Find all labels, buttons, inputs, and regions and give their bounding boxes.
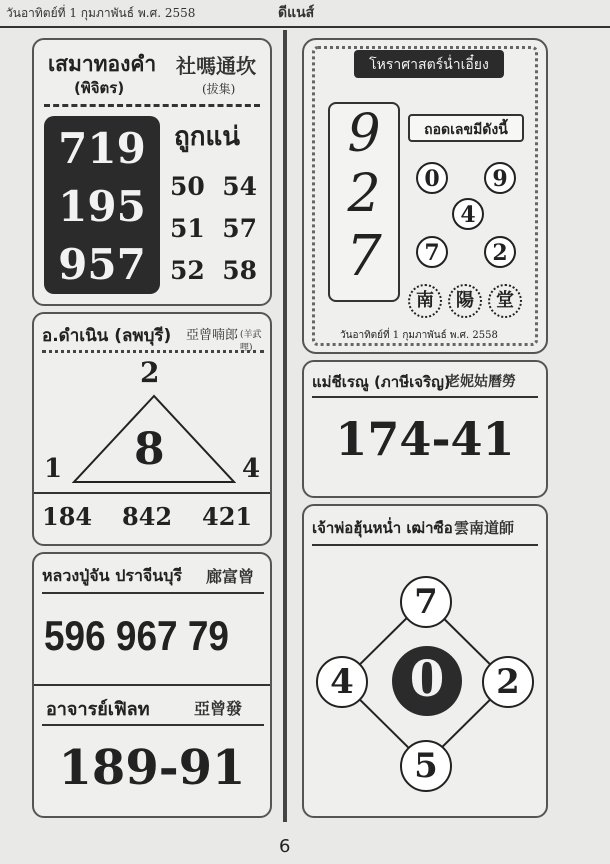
box1-chinese-sub: (拔集) [202, 82, 236, 96]
box1-number-panel [44, 116, 160, 294]
box4-chinese: 亞曾發 [194, 699, 243, 718]
box5-vertical-digit-2: 2 [347, 164, 381, 224]
box2-right-digit: 4 [242, 454, 261, 484]
box2-chinese: 亞曾喃郎 [186, 328, 239, 343]
box5-seal-1: 南 [408, 284, 442, 318]
page-number: 6 [279, 836, 291, 857]
box5-vertical-panel [328, 102, 400, 302]
header-rule [0, 26, 610, 28]
box2-rule [34, 492, 270, 494]
header-date: วันอาทิตย์ที่ 1 กุมภาพันธ์ พ.ศ. 2558 [6, 6, 196, 20]
box5-title-banner [354, 50, 504, 78]
box7-title: เจ้าพ่อฮุ้นหน่ำ เฒ่าซือ [312, 519, 453, 537]
box5-circle-2: 9 [484, 162, 516, 194]
box2-left-digit: 1 [44, 454, 63, 484]
box5-vertical-digit-1: 9 [347, 104, 381, 164]
box5-label: ถอดเลขมีดังนี้ [424, 122, 508, 138]
box3-chinese: 廊富曾 [206, 567, 255, 586]
box-sema-thongkham [32, 38, 272, 306]
box-jaopho-hunnam [302, 504, 548, 818]
box1-subtitle: (พิจิตร) [74, 79, 125, 97]
box-maechi-renu [302, 360, 548, 498]
box5-date: วันอาทิตย์ที่ 1 กุมภาพันธ์ พ.ศ. 2558 [340, 330, 498, 341]
box6-value: 174-41 [335, 412, 515, 466]
box6-title-rule [312, 396, 538, 398]
box3-title-rule [42, 592, 264, 594]
box2-number-3: 421 [202, 502, 253, 531]
box1-chinese: 社嗎通坎 [176, 54, 256, 78]
box1-title: เสมาทองคำ [48, 52, 157, 76]
box1-number-2: 195 [58, 182, 146, 231]
box5-circle-1: 0 [416, 162, 448, 194]
box2-chinese-sub: (羊武哩) [240, 330, 262, 353]
box-horasat-nam-eiang [302, 38, 548, 354]
box5-circle-5: 2 [484, 236, 516, 268]
box3-divider [34, 684, 270, 686]
box1-pair-2: 51 57 [170, 214, 257, 243]
box1-pair-1: 50 54 [170, 172, 257, 201]
box7-right-circle: 2 [482, 656, 534, 708]
box5-seal-2: 陽 [448, 284, 482, 318]
box5-label-box [408, 114, 524, 142]
box2-center-digit: 8 [134, 424, 165, 475]
box1-number-3: 957 [58, 240, 146, 289]
box5-vertical-digit-3: 7 [346, 224, 382, 289]
box7-chinese: 雲南道師 [454, 519, 515, 537]
box2-dotted-rule [42, 350, 264, 353]
box6-chinese: 老妮姑曆勞 [446, 374, 516, 390]
box1-label: ถูกแน่ [174, 122, 241, 152]
box2-top-digit: 2 [140, 356, 160, 389]
box7-bottom-circle: 5 [400, 740, 452, 792]
column-divider [283, 30, 287, 822]
box2-number-1: 184 [42, 502, 93, 531]
box7-left-circle: 4 [316, 656, 368, 708]
box2-title: อ.ดำเนิน (ลพบุรี) [42, 326, 172, 346]
box1-pair-3: 52 58 [170, 256, 257, 285]
box5-seal-3: 堂 [488, 284, 522, 318]
box-luangpu-jan [32, 552, 272, 818]
box-ajarn-damnoen [32, 312, 272, 546]
box1-number-1: 719 [58, 124, 146, 173]
box7-center-circle: 0 [392, 646, 462, 716]
header-logo: ดีแนส์ [278, 5, 315, 21]
box7-top-circle: 7 [400, 576, 452, 628]
box4-title: อาจารย์เฟิลท [46, 699, 150, 720]
box3-title: หลวงปู่จัน ปราจีนบุรี [42, 566, 182, 585]
box1-dashed-rule [44, 104, 260, 107]
box3-value: 596 967 79 [44, 612, 229, 659]
box4-value: 189-91 [58, 740, 246, 796]
box5-circle-4: 7 [416, 236, 448, 268]
box5-title: โหราศาสตร์น่ำเอี๋ยง [369, 57, 489, 73]
box2-number-2: 842 [122, 502, 173, 531]
box4-title-rule [42, 724, 264, 726]
box5-circle-3: 4 [452, 198, 484, 230]
box6-title: แม่ชีเรณู (ภาษีเจริญ) [312, 373, 451, 391]
